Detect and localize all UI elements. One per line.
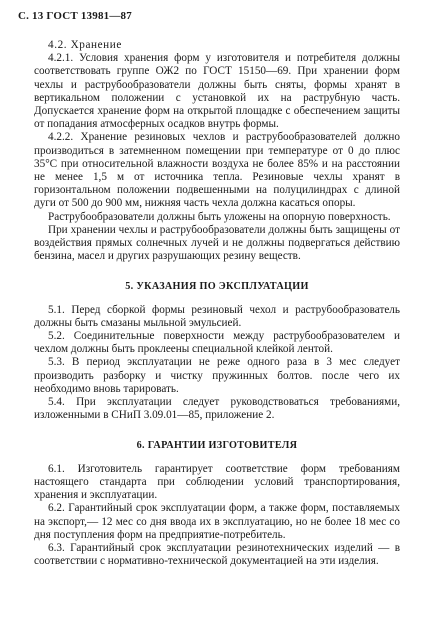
paragraph-6-2: 6.2. Гарантийный срок эксплуатации форм, а также форм, поставляемых на экспорт,— 12 мес со дня ввода их в эксплуатацию, но не более 18 мес со дня поступления форм на предприятие-потребитель. [34, 502, 400, 541]
paragraph-storage-surface: Раструбообразователи должны быть уложены на опорную поверхность. [48, 210, 391, 223]
paragraph-5-3: 5.3. В период эксплуатации не реже одного раза в 3 мес следует производить разборку и чистку пружинных болтов. после чего их необходимо вновь тарировать. [34, 356, 400, 395]
paragraph-6-3: 6.3. Гарантийный срок эксплуатации резинотехнических изделий — в соответствии с нормативно-технической документацией на эти изделия. [34, 541, 400, 568]
section-6-title: 6. ГАРАНТИИ ИЗГОТОВИТЕЛЯ [136, 440, 298, 452]
page-header: С. 13 ГОСТ 13981—87 [18, 10, 132, 22]
paragraph-5-1: 5.1. Перед сборкой формы резиновый чехол и раструбообразователь должны быть смазаны мыльной эмульсией. [34, 303, 400, 329]
paragraph-4-2-2: 4.2.2. Хранение резиновых чехлов и раструбообразователей должно производиться в затемненном помещении при температуре от 0 до плюс 35°С при относительной влажности воздуха не более 85% и на расстоянии не менее 1,5 м от источника тепла. Резиновые чехлы хранят в горизонтальном положении подвешенными на полуцилиндрах с длиной дуги от 500 до 900 мм, нижняя часть чехла должна касаться опоры. [34, 131, 400, 210]
paragraph-4-2-1: 4.2.1. Условия хранения форм у изготовителя и потребителя должны соответствовать группе ОЖ2 по ГОСТ 15150—69. При хранении форм чехлы и раструбообразователи должны быть сняты, формы хранят в вертикальном положении с установкой их на раструбную часть. Допускается хранение форм на открытой площадке с обеспечением защиты от попадания атмосферных осадков внутрь формы. [34, 52, 400, 131]
subsection-title: 4.2. Хранение [48, 39, 122, 51]
paragraph-5-4: 5.4. При эксплуатации следует руководствоваться требованиями, изложенными в СНиП 3.09.01—85, приложение 2. [34, 396, 400, 422]
section-5-title: 5. УКАЗАНИЯ ПО ЭКСПЛУАТАЦИИ [125, 281, 309, 293]
paragraph-6-1: 6.1. Изготовитель гарантирует соответствие форм требованиям настоящего стандарта при соблюдении условий транспортирования, хранения и эксплуатации. [34, 462, 400, 502]
page-content [34, 39, 400, 568]
paragraph-storage-protection: При хранении чехлы и раструбообразователи должны быть защищены от воздействия прямых солнечных лучей и не должны подвергаться действию бензина, масел и других разрушающих резину веществ. [34, 223, 400, 263]
paragraph-5-2: 5.2. Соединительные поверхности между раструбообразователем и чехлом должны быть проклеены специальной клейкой лентой. [34, 330, 400, 356]
